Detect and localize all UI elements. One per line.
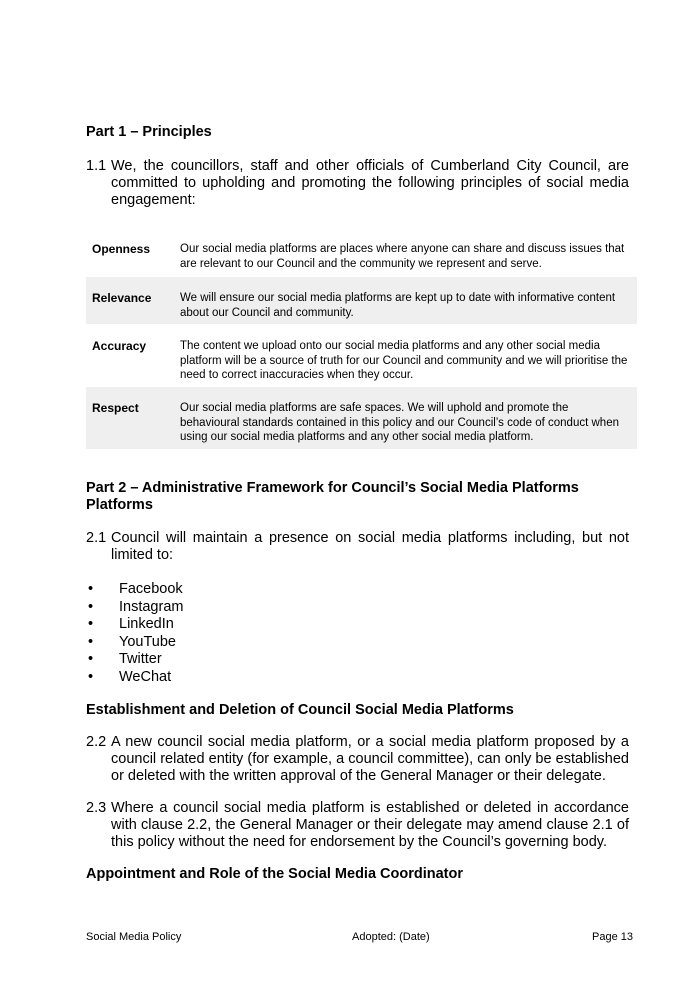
platform-name: LinkedIn bbox=[119, 616, 174, 633]
coordinator-subheading: Appointment and Role of the Social Media Coordinator bbox=[86, 866, 464, 882]
clause-number: 2.1 bbox=[86, 530, 107, 546]
principle-term: Relevance bbox=[92, 291, 152, 305]
bullet-icon: • bbox=[88, 616, 94, 633]
platform-name: YouTube bbox=[119, 633, 176, 650]
principle-row bbox=[86, 324, 637, 387]
part2-heading: Part 2 – Administrative Framework for Council’s Social Media Platforms Platforms bbox=[86, 480, 579, 513]
principle-term: Accuracy bbox=[92, 339, 147, 353]
bullet-icon: • bbox=[88, 668, 94, 685]
principle-description: We will ensure our social media platforms are kept up to date with informative content about our Council and community. bbox=[180, 292, 616, 319]
part1-heading: Part 1 – Principles bbox=[86, 124, 212, 140]
footer-document-title: Social Media Policy bbox=[86, 931, 182, 943]
platform-name: Facebook bbox=[119, 581, 183, 597]
bullet-icon: • bbox=[88, 598, 94, 615]
principle-row bbox=[86, 387, 637, 449]
bullet-icon: • bbox=[88, 651, 94, 668]
clause-text: Council will maintain a presence on social media platforms including, but not limited to: bbox=[111, 530, 629, 563]
footer-page-number: Page 13 bbox=[592, 931, 633, 943]
platform-name: Instagram bbox=[119, 598, 184, 615]
clause-2-3 bbox=[86, 800, 629, 851]
clause-2-2 bbox=[86, 734, 629, 785]
bullet-icon: • bbox=[88, 633, 94, 650]
establishment-subheading: Establishment and Deletion of Council Social Media Platforms bbox=[86, 702, 514, 718]
clause-text: A new council social media platform, or a social media platform proposed by a council related entity (for example, a council committee), can only be established or deleted with the written approval of the General Manager or their delegate. bbox=[111, 734, 629, 784]
platform-name: WeChat bbox=[119, 668, 172, 685]
clause-2-1 bbox=[86, 530, 629, 564]
clause-number: 2.3 bbox=[86, 800, 107, 816]
principle-row bbox=[86, 277, 637, 324]
principle-row bbox=[86, 232, 637, 277]
platform-name: Twitter bbox=[119, 651, 162, 668]
clause-text: We, the councillors, staff and other officials of Cumberland City Council, are committed to upholding and promoting the following principles of social media engagement: bbox=[111, 158, 629, 208]
principle-term: Openness bbox=[92, 242, 151, 256]
principles-table bbox=[86, 232, 637, 449]
bullet-icon: • bbox=[88, 581, 94, 597]
clause-number: 2.2 bbox=[86, 734, 107, 750]
clause-text: Where a council social media platform is established or deleted in accordance with clause 2.2, the General Manager or their delegate may amend clause 2.1 of this policy without the need for endorsement by the Council’s governing body. bbox=[111, 800, 629, 850]
principle-term: Respect bbox=[92, 401, 139, 415]
principle-description: Our social media platforms are places where anyone can share and discuss issues that are relevant to our Council and the community we represent and serve. bbox=[180, 243, 625, 270]
principle-description: The content we upload onto our social media platforms and any other social media platform will be a source of truth for our Council and community and we will prioritise the need to correct inaccuracies when they occur. bbox=[180, 340, 628, 381]
footer-adopted-date: Adopted: (Date) bbox=[352, 931, 430, 943]
clause-number: 1.1 bbox=[86, 158, 107, 174]
clause-1-1 bbox=[86, 158, 629, 209]
principle-description: Our social media platforms are safe spaces. We will uphold and promote the behavioural standards contained in this policy and our Council’s code of conduct when using our social media platforms and any other social media platform. bbox=[180, 402, 619, 443]
